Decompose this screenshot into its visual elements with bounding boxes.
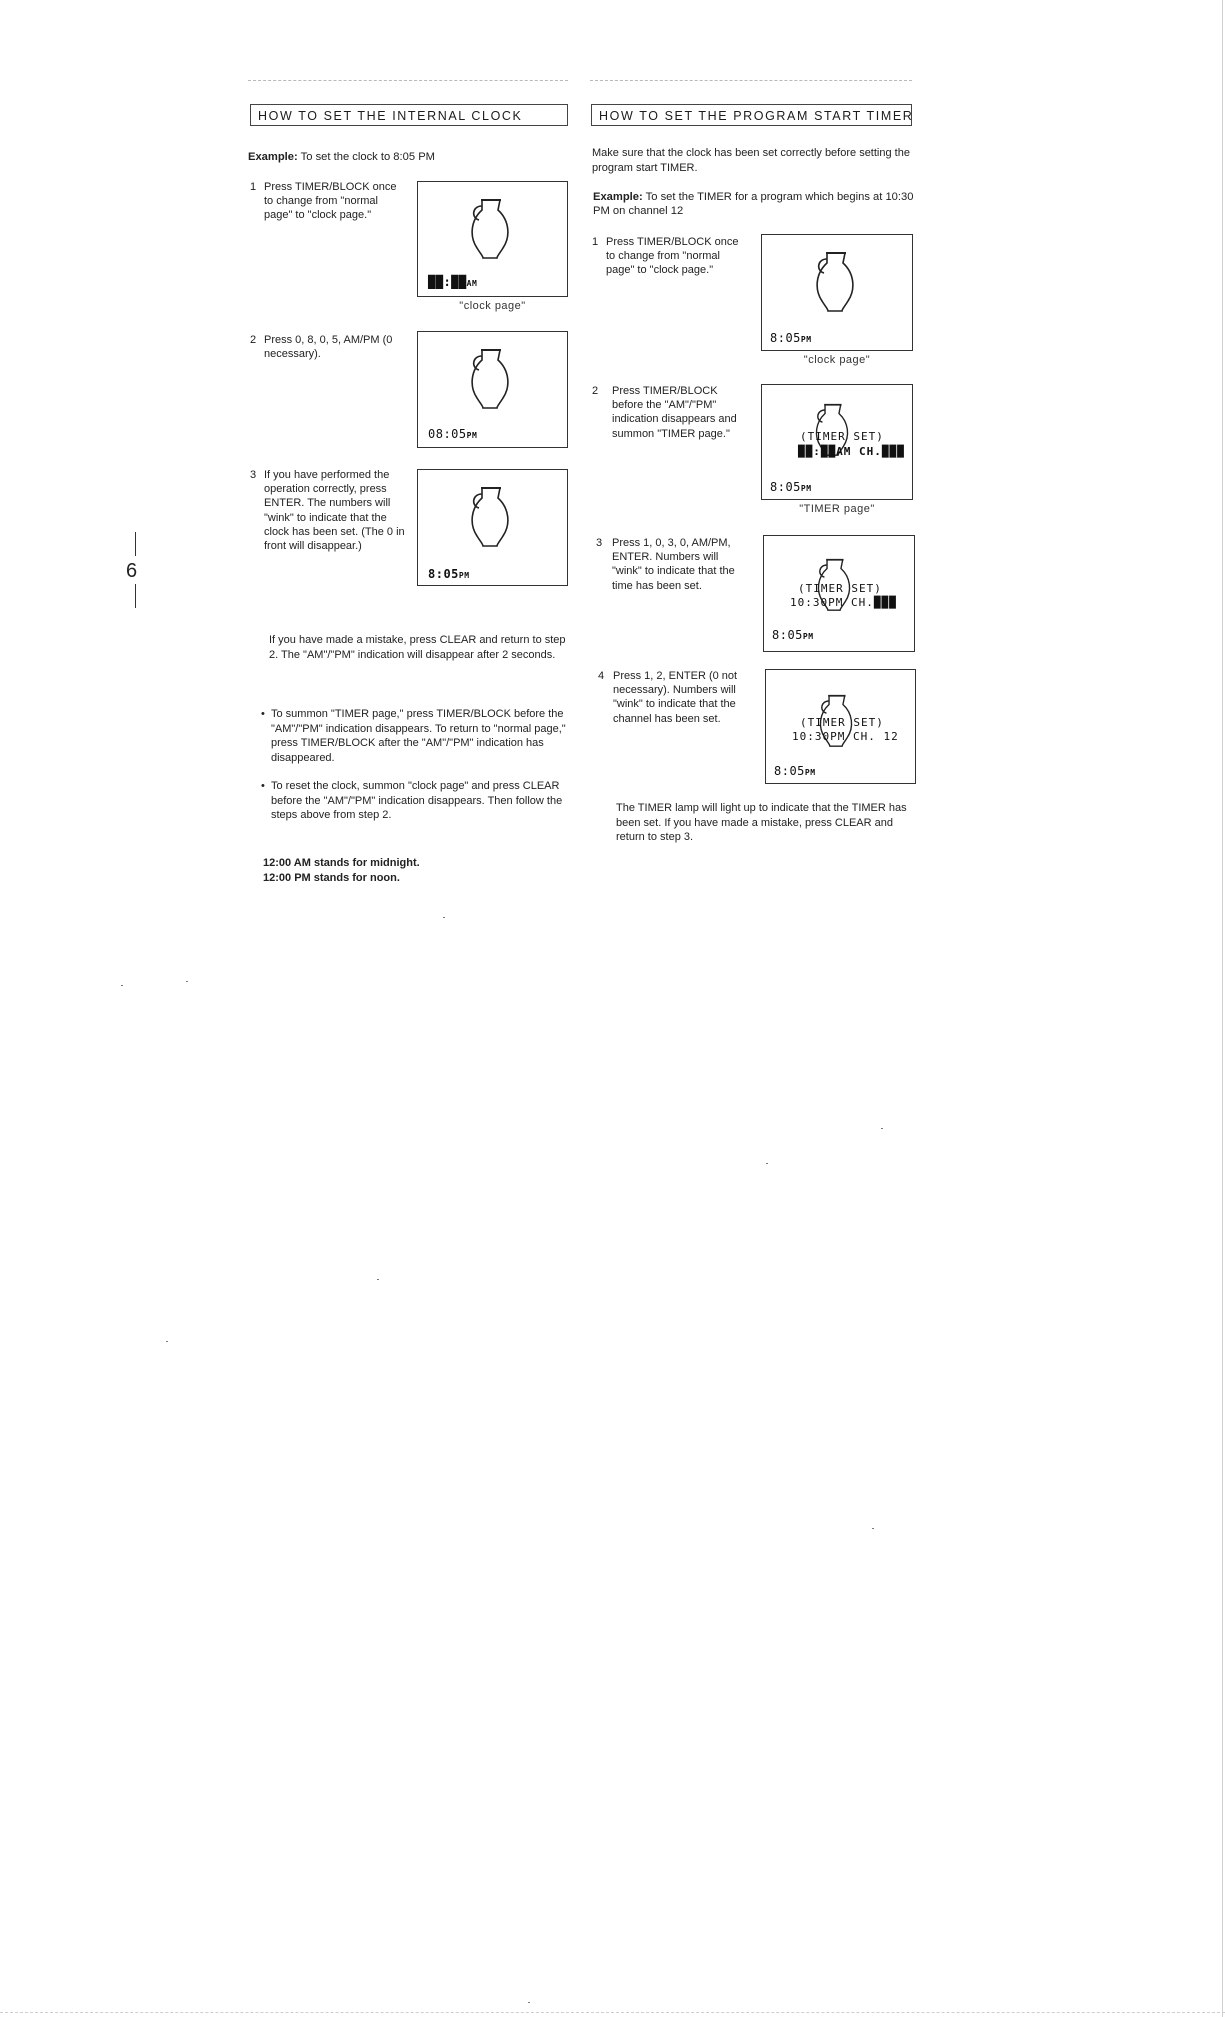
- left-example-text: To set the clock to 8:05 PM: [300, 151, 435, 163]
- left-midnight-note: 12:00 AM stands for midnight.: [263, 857, 420, 869]
- right-step-4-line2: 10:30PM CH. 12: [792, 730, 899, 743]
- left-step-2-number: 2: [250, 334, 257, 346]
- left-step-2-text: Press 0, 8, 0, 5, AM/PM (0 necessary).: [264, 334, 393, 361]
- bullet-icon: •: [261, 780, 265, 792]
- right-step-2-readout: [770, 480, 812, 494]
- right-step-3-number: 3: [596, 537, 603, 549]
- scan-speck: [528, 2002, 530, 2003]
- left-step-1-screen: [417, 181, 568, 297]
- right-step-3-bottom-suffix: PM: [802, 632, 814, 641]
- left-step-1-caption: "clock page": [459, 300, 526, 312]
- left-bullet-1: [261, 707, 571, 765]
- vase-icon: [467, 196, 513, 262]
- right-step-4-number: 4: [598, 670, 605, 682]
- scan-speck: [121, 985, 123, 986]
- left-step-3-text: If you have performed the operation correctly, press ENTER. The numbers will "wink" to indicate that the clock has been set. (The 0 in front will disappear.): [264, 469, 405, 553]
- right-step-2-caption: "TIMER page": [799, 503, 875, 515]
- right-step-2-screen: [761, 384, 913, 500]
- top-rule-right: [590, 80, 912, 81]
- right-step-1-screen: [761, 234, 913, 351]
- vase-icon: [467, 346, 513, 412]
- right-step-1-bottom: 8:05: [770, 331, 801, 345]
- right-step-3-readout: [772, 628, 814, 642]
- left-step-3-display: 8:05: [428, 567, 459, 581]
- scan-edge-bottom: [0, 2012, 1225, 2013]
- right-step-4-readout: [774, 764, 816, 778]
- right-step-1-text: Press TIMER/BLOCK once to change from "normal page" to "clock page.": [606, 236, 739, 277]
- right-example-label: Example:: [593, 191, 643, 203]
- scan-speck: [377, 1279, 379, 1280]
- right-step-3-line1: (TIMER SET): [798, 582, 882, 595]
- page-number: [124, 532, 148, 602]
- right-step-4-bottom: 8:05: [774, 764, 805, 778]
- left-step-2-screen: [417, 331, 568, 448]
- right-step-1-readout: [770, 331, 812, 345]
- right-intro: Make sure that the clock has been set correctly before setting the program start TIMER.: [592, 147, 910, 174]
- left-step-2-suffix: PM: [466, 431, 478, 440]
- right-step-1-caption: "clock page": [803, 354, 871, 366]
- right-step-1-bottom-suffix: PM: [800, 335, 812, 344]
- page-number-digit: 6: [126, 560, 138, 582]
- right-step-2-number: 2: [592, 385, 599, 397]
- vase-icon: [812, 249, 858, 315]
- left-section-title: HOW TO SET THE INTERNAL CLOCK: [250, 104, 568, 126]
- left-step-1-suffix: AM: [466, 279, 478, 288]
- right-step-2-line1: (TIMER SET): [800, 430, 884, 443]
- right-example-text: To set the TIMER for a program which begins at 10:30 PM on channel 12: [593, 191, 914, 218]
- left-step-1-text: Press TIMER/BLOCK once to change from "normal page" to "clock page.": [264, 181, 397, 222]
- scan-speck: [443, 917, 445, 918]
- left-step-1-display: ██:██: [428, 275, 467, 289]
- left-bullet-2-text: To reset the clock, summon "clock page" and press CLEAR before the "AM"/"PM" indication disappears. Then follow the steps above from step 2.: [271, 780, 563, 822]
- left-bullet-1-text: To summon "TIMER page," press TIMER/BLOCK before the "AM"/"PM" indication disappears. To return to "normal page," press TIMER/BLOCK after the "AM"/"PM" indication has disappeared.: [271, 708, 566, 764]
- vase-icon: [467, 484, 513, 550]
- right-step-4-line1: (TIMER SET): [800, 716, 884, 729]
- left-noon-note: 12:00 PM stands for noon.: [263, 872, 400, 884]
- left-step-1-readout: [428, 275, 477, 289]
- right-step-2-bottom-suffix: PM: [800, 484, 812, 493]
- scan-edge-right: [1222, 0, 1223, 2017]
- left-step-2-display: 08:05: [428, 427, 467, 441]
- right-step-2-line2: ██:██AM CH.███: [798, 445, 905, 458]
- left-example: [248, 150, 568, 164]
- left-bullet-2: [261, 779, 571, 823]
- page-number-rule-bottom: [135, 584, 136, 608]
- right-example: [593, 190, 915, 219]
- scan-speck: [872, 1528, 874, 1529]
- right-section-title: HOW TO SET THE PROGRAM START TIMER: [591, 104, 912, 126]
- right-step-4-screen: [765, 669, 916, 784]
- left-step-3-suffix: PM: [458, 571, 470, 580]
- left-step-2-readout: [428, 427, 477, 441]
- right-step-2-bottom: 8:05: [770, 480, 801, 494]
- top-rule-left: [248, 80, 568, 81]
- scan-speck: [186, 981, 188, 982]
- scan-speck: [766, 1163, 768, 1164]
- right-step-4-bottom-suffix: PM: [804, 768, 816, 777]
- left-step-3-screen: [417, 469, 568, 586]
- page-number-rule-top: [135, 532, 136, 556]
- scan-speck: [166, 1341, 168, 1342]
- left-step-3-number: 3: [250, 469, 257, 481]
- left-example-label: Example:: [248, 151, 298, 163]
- right-step-3-line2: 10:30PM CH.███: [790, 596, 897, 609]
- right-step-3-text: Press 1, 0, 3, 0, AM/PM, ENTER. Numbers will "wink" to indicate that the time has been set.: [612, 537, 735, 592]
- right-step-2-text: Press TIMER/BLOCK before the "AM"/"PM" indication disappears and summon "TIMER page.": [612, 385, 737, 440]
- right-step-4-text: Press 1, 2, ENTER (0 not necessary). Numbers will "wink" to indicate that the channel has been set.: [613, 670, 738, 725]
- right-closing-note: The TIMER lamp will light up to indicate that the TIMER has been set. If you have made a mistake, press CLEAR and return to step 3.: [616, 802, 907, 844]
- left-step-3-readout: [428, 567, 470, 581]
- bullet-icon: •: [261, 708, 265, 720]
- right-step-3-screen: [763, 535, 915, 652]
- right-step-3-bottom: 8:05: [772, 628, 803, 642]
- left-step-1-number: 1: [250, 181, 257, 193]
- scan-speck: [881, 1128, 883, 1129]
- right-step-1-number: 1: [592, 236, 599, 248]
- left-mistake-note: If you have made a mistake, press CLEAR and return to step 2. The "AM"/"PM" indication will disappear after 2 seconds.: [269, 634, 566, 661]
